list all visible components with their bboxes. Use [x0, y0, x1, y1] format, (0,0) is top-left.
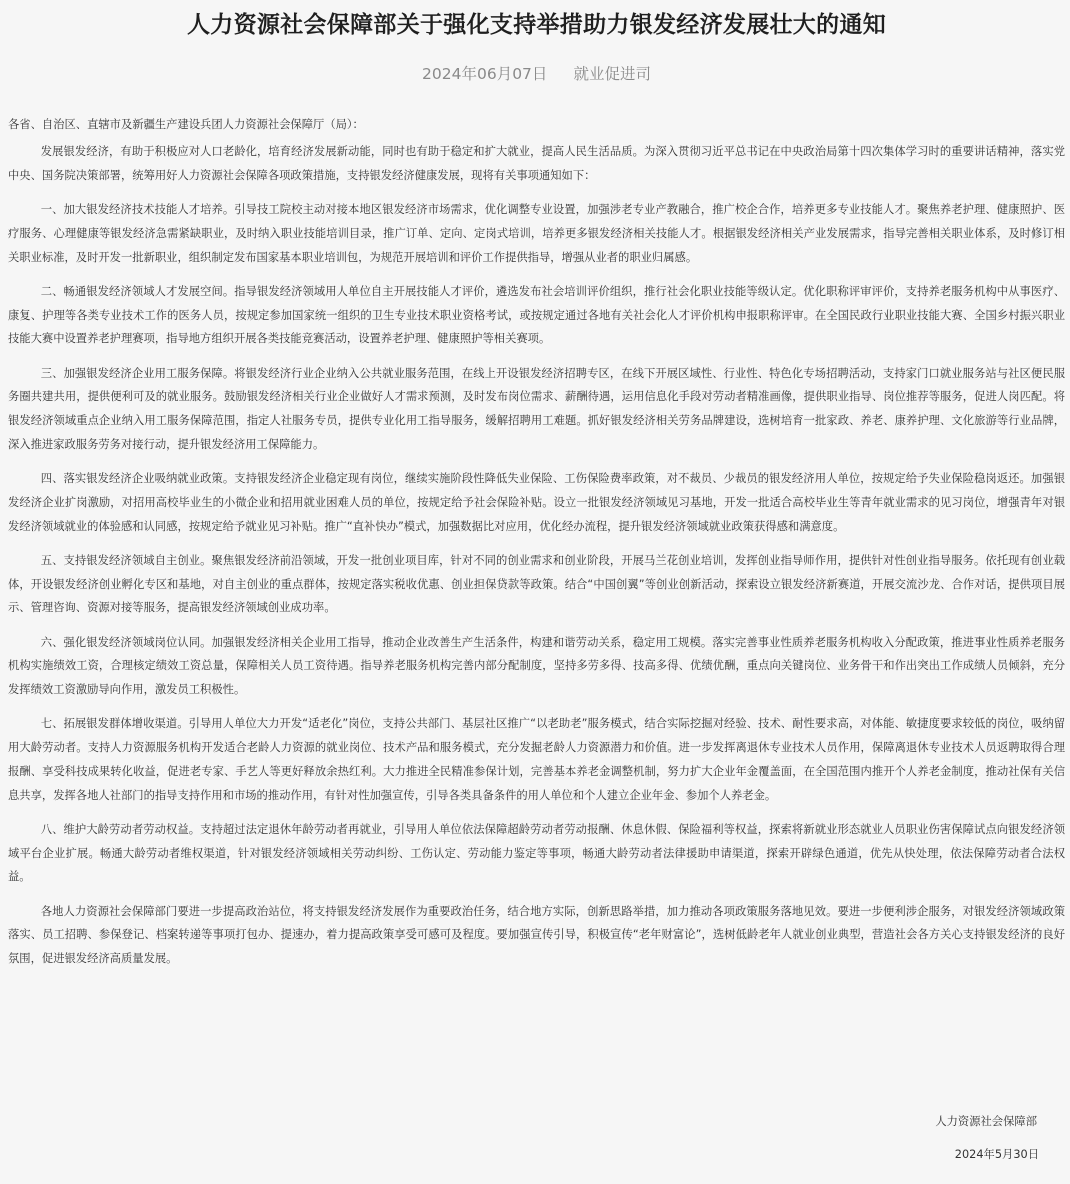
paragraph-2: 二、畅通银发经济领域人才发展空间。指导银发经济领域用人单位自主开展技能人才评价，遴选发布社会培训评价组织，推行社会化职业技能等级认定。优化职称评审评价，支持养老服务机构中从事医疗、康复、护理等各类专业技术工作的医务人员，按规定参加国家统一组织的卫生专业技术职业资格考试，或按规定通过各地有关社会化人才评价机构申报职称评审。在全国民政行业职业技能大赛、全国乡村振兴职业技能大赛中设置养老护理赛项，指导地方组织开展各类技能竞赛活动，设置养老护理、健康照护等相关赛项。: [8, 284, 1065, 346]
signature-block: [935, 1112, 1037, 1164]
signature-date: 2024年5月30日: [954, 1148, 1039, 1161]
paragraph-1: 一、加大银发经济技术技能人才培养。引导技工院校主动对接本地区银发经济市场需求，优化调整专业设置，加强涉老专业产教融合，推广校企合作，培养更多专业技能人才。聚焦养老护理、健康照护、医疗服务、心理健康等银发经济急需紧缺职业，及时纳入职业技能培训目录，推广订单、定向、定岗式培训，培养更多银发经济相关技能人才。根据银发经济相关产业发展需求，指导完善相关职业体系，及时修订相关职业标准，及时开发一批新职业，组织制定发布国家基本职业培训包，为规范开展培训和评价工作提供指导，增强从业者的职业归属感。: [8, 203, 1065, 264]
salutation: 各省、自治区、直辖市及新疆生产建设兵团人力资源社会保障厅（局）：: [8, 118, 364, 131]
paragraph-6: 六、强化银发经济领域岗位认同。加强银发经济相关企业用工指导，推动企业改善生产生活条件，构建和谐劳动关系，稳定用工规模。落实完善事业性质养老服务机构收入分配政策，推进事业性质养老服务机构实施绩效工资，合理核定绩效工资总量，保障相关人员工资待遇。指导养老服务机构完善内部分配制度，坚持多劳多得、技高多得、优绩优酬，重点向关键岗位、业务骨干和作出突出工作成绩人员倾斜，充分发挥绩效工资激励导向作用，激发员工积极性。: [8, 635, 1065, 696]
source-department: 就业促进司: [573, 65, 651, 83]
signature-organization: 人力资源社会保障部: [935, 1115, 1037, 1128]
paragraph-4: 四、落实银发经济企业吸纳就业政策。支持银发经济企业稳定现有岗位，继续实施阶段性降低失业保险、工伤保险费率政策，对不裁员、少裁员的银发经济用人单位，按规定给予失业保险稳岗返还。加强银发经济企业扩岗激励，对招用高校毕业生的小微企业和招用就业困难人员的单位，按规定给予社会保险补贴。设立一批银发经济领域见习基地，开发一批适合高校毕业生等青年就业需求的见习岗位，增强青年对银发经济领域就业的体验感和认同感，按规定给予就业见习补贴。推广“直补快办”模式，加强数据比对应用，优化经办流程，提升银发经济领域就业政策获得感和满意度。: [8, 472, 1065, 533]
paragraph-7: 七、拓展银发群体增收渠道。引导用人单位大力开发“适老化”岗位，支持公共部门、基层社区推广“以老助老”服务模式，结合实际挖掘对经验、技术、耐性要求高，对体能、敏捷度要求较低的岗位，吸纳留用大龄劳动者。支持人力资源服务机构开发适合老龄人力资源的就业岗位、技术产品和服务模式，充分发掘老龄人力资源潜力和价值。进一步发挥离退休专业技术人员作用，保障离退休专业技术人员返聘取得合理报酬、享受科技成果转化收益，促进老专家、手艺人等更好释放余热红利。大力推进全民精准参保计划，完善基本养老金调整机制，努力扩大企业年金覆盖面，在全国范围内推开个人养老金制度，推动社保有关信息共享，发挥各地人社部门的指导支持作用和市场的推动作用，有针对性加强宣传，引导各类具备条件的用人单位和个人建立企业年金、参加个人养老金。: [8, 717, 1065, 802]
paragraph-intro: 发展银发经济，有助于积极应对人口老龄化，培育经济发展新动能，同时也有助于稳定和扩大就业，提高人民生活品质。为深入贯彻习近平总书记在中央政治局第十四次集体学习时的重要讲话精神，落实党中央、国务院决策部署，统筹用好人力资源社会保障各项政策措施，支持银发经济健康发展，现将有关事项通知如下：: [8, 145, 1065, 182]
article-body: [8, 140, 1065, 971]
paragraph-5: 五、支持银发经济领域自主创业。聚焦银发经济前沿领域，开发一批创业项目库，针对不同的创业需求和创业阶段，开展马兰花创业培训，发挥创业指导师作用，提供针对性创业指导服务。依托现有创业载体，开设银发经济创业孵化专区和基地，对自主创业的重点群体，按规定落实税收优惠、创业担保贷款等政策。结合“中国创翼”等创业创新活动，探索设立银发经济新赛道，开展交流沙龙、合作对话，提供项目展示、管理咨询、资源对接等服务，提高银发经济领域创业成功率。: [8, 553, 1065, 615]
paragraph-closing: 各地人力资源社会保障部门要进一步提高政治站位，将支持银发经济发展作为重要政治任务，结合地方实际，创新思路举措，加力推动各项政策服务落地见效。要进一步便利涉企服务，对银发经济领域政策落实、员工招聘、参保登记、档案转递等事项打包办、提速办，着力提高政策享受可感可及程度。要加强宣传引导，积极宣传“老年财富论”，选树低龄老年人就业创业典型，营造社会各方关心支持银发经济的良好氛围，促进银发经济高质量发展。: [8, 904, 1065, 965]
article-meta: [8, 64, 1065, 84]
page-title: 人力资源社会保障部关于强化支持举措助力银发经济发展壮大的通知: [187, 12, 886, 38]
publish-date: 2024年06月07日: [422, 65, 548, 83]
paragraph-8: 八、维护大龄劳动者劳动权益。支持超过法定退休年龄劳动者再就业，引导用人单位依法保障超龄劳动者劳动报酬、休息休假、保险福利等权益，探索将新就业形态就业人员职业伤害保障试点向银发经济领域平台企业扩展。畅通大龄劳动者维权渠道，针对银发经济领域相关劳动纠纷、工伤认定、劳动能力鉴定等事项，畅通大龄劳动者法律援助申请渠道，探索开辟绿色通道，优先从快处理，依法保障劳动者合法权益。: [8, 822, 1065, 884]
paragraph-3: 三、加强银发经济企业用工服务保障。将银发经济行业企业纳入公共就业服务范围，在线上开设银发经济招聘专区，在线下开展区域性、行业性、特色化专场招聘活动，支持家门口就业服务站与社区便民服务圈共建共用，提供便利可及的就业服务。鼓励银发经济相关行业企业做好人才需求预测，及时发布岗位需求、薪酬待遇，运用信息化手段对劳动者精准画像，提供职业指导、岗位推荐等服务，促进人岗匹配。将银发经济领域重点企业纳入用工服务保障范围，指定人社服务专员，提供专业化用工指导服务，缓解招聘用工难题。抓好银发经济相关劳务品牌建设，选树培育一批家政、养老、康养护理、文化旅游等行业品牌，深入推进家政服务劳务对接行动，提升银发经济用工保障能力。: [8, 366, 1065, 451]
